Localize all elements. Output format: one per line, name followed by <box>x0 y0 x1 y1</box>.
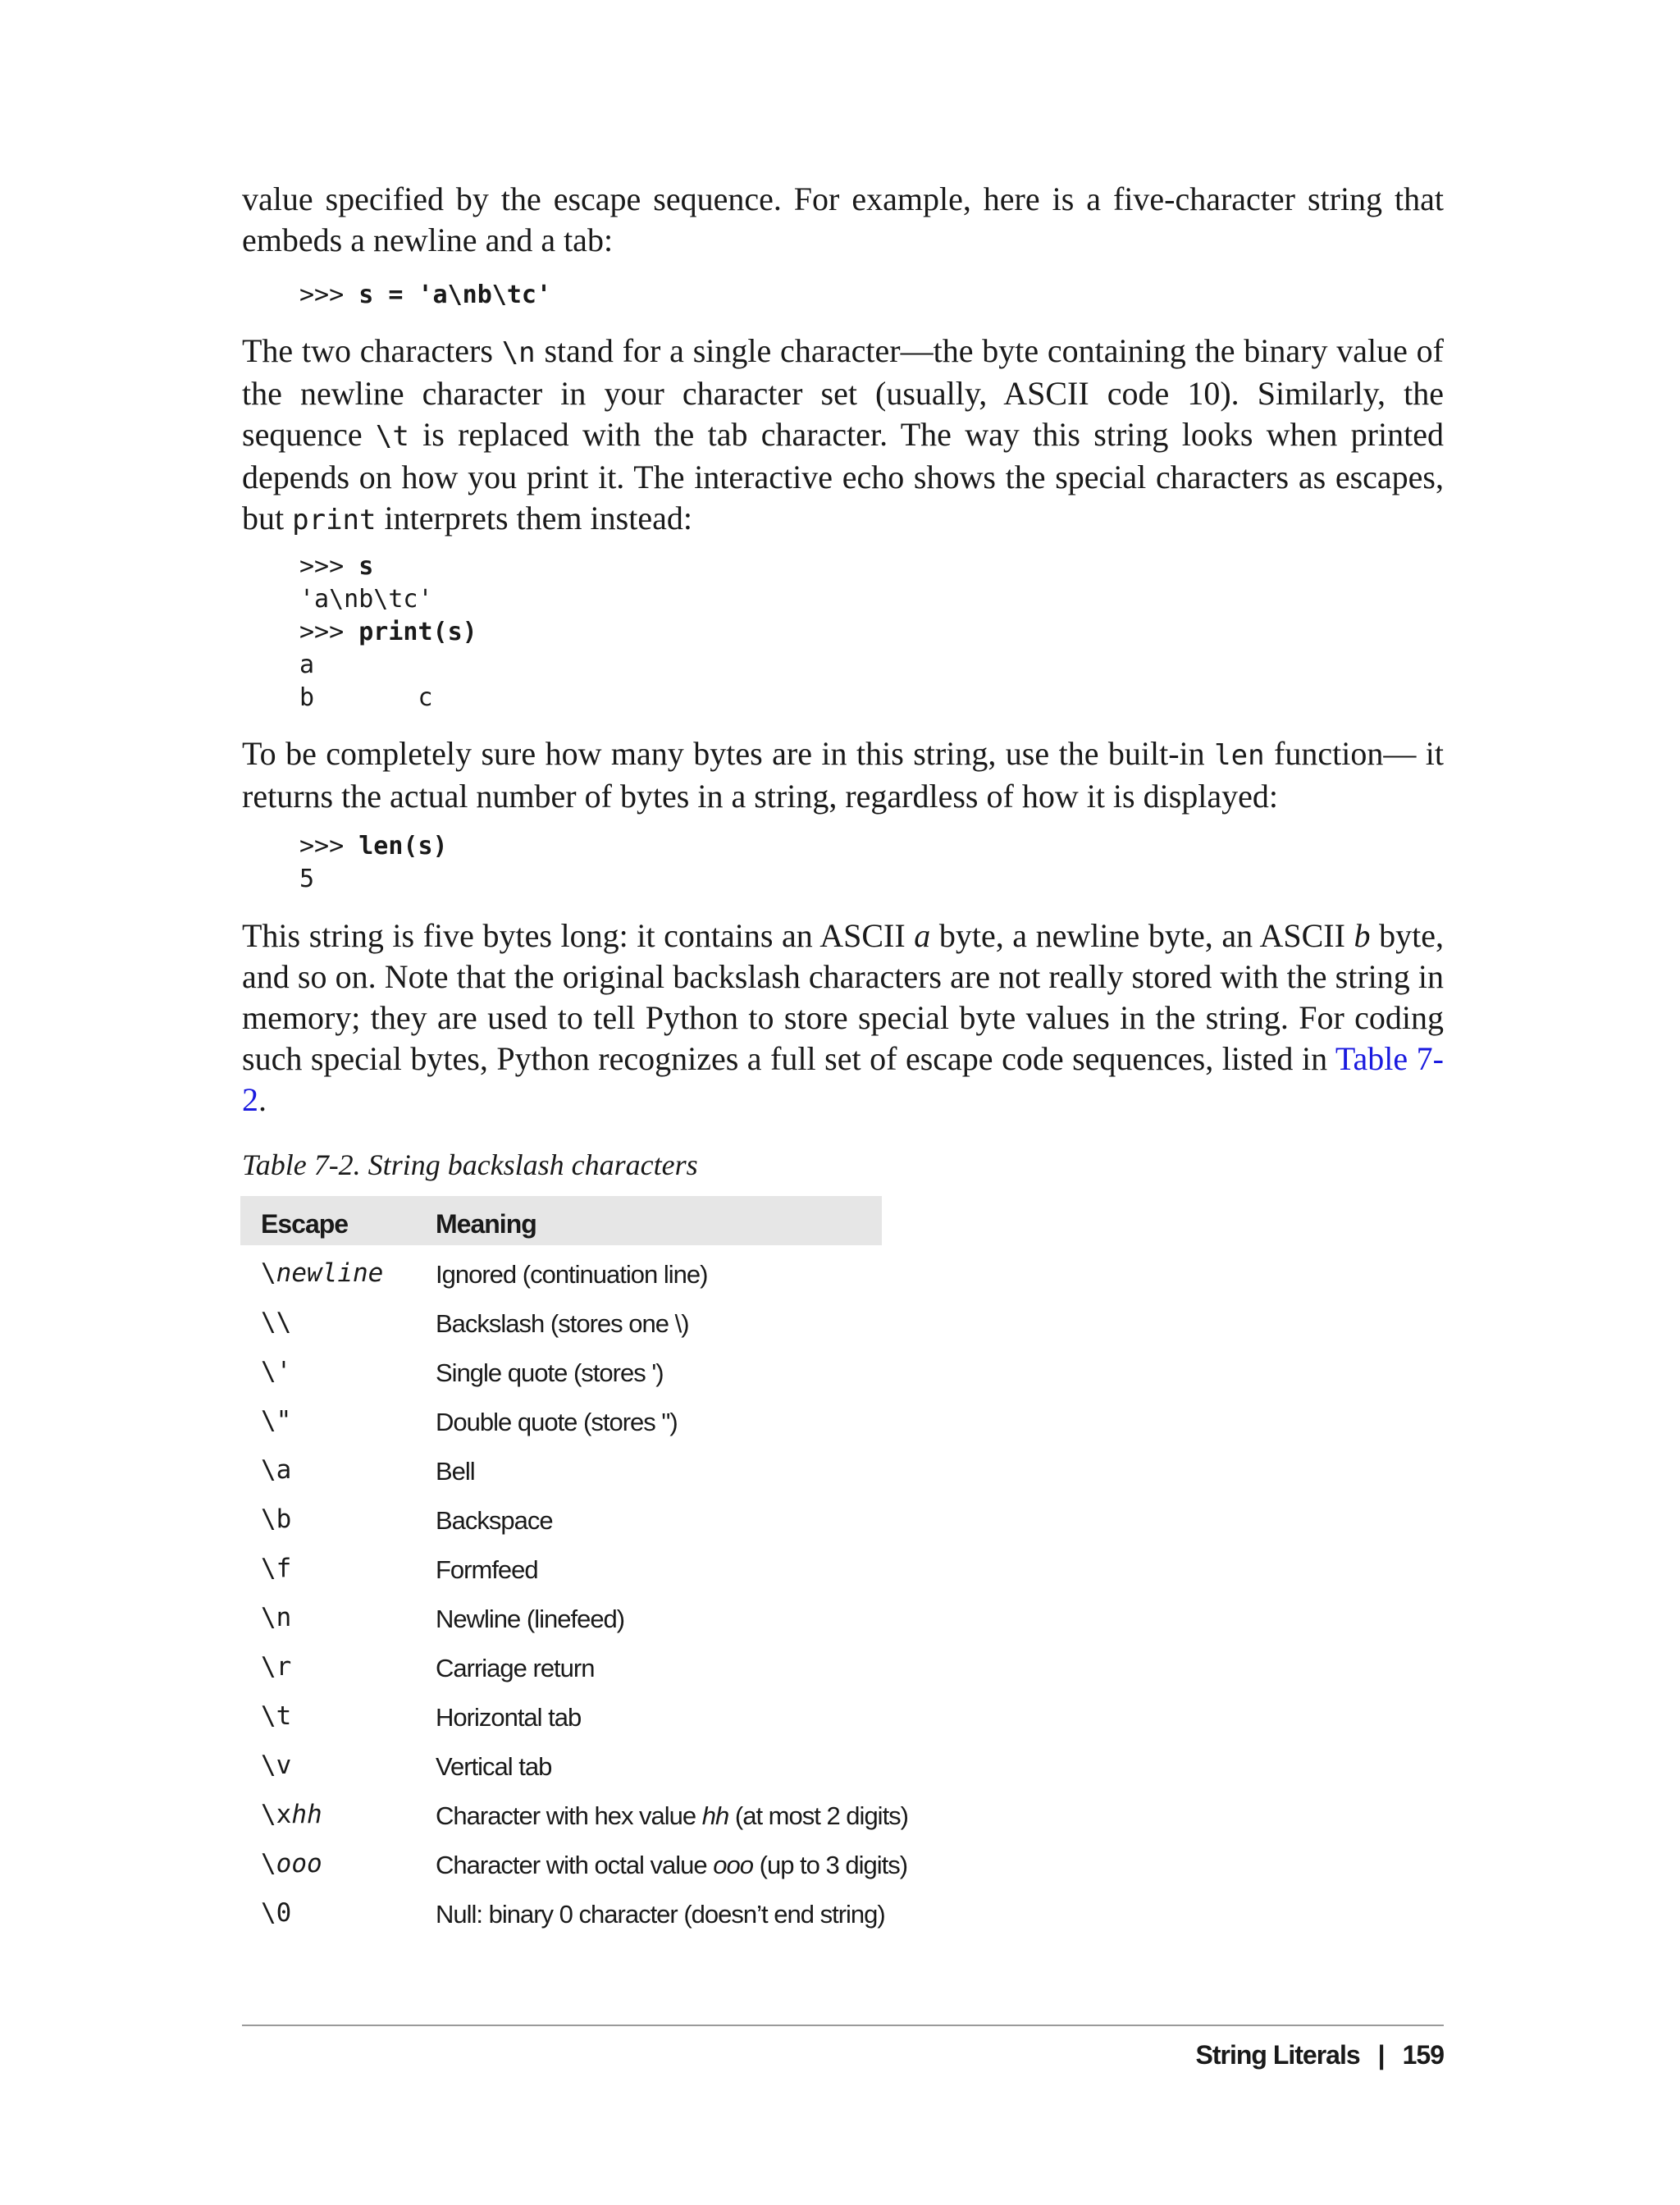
italic-text: b <box>1354 917 1371 954</box>
inline-code: \t <box>375 420 409 453</box>
table-cell-meaning: Double quote (stores ") <box>436 1408 678 1436</box>
code-block-assign <box>299 279 551 312</box>
table-cell-meaning: Single quote (stores ') <box>436 1358 664 1387</box>
footer-separator: | <box>1377 2040 1385 2070</box>
paragraph-text: The two characters <box>242 332 502 369</box>
paragraph-text: . <box>258 1081 267 1118</box>
footer-divider <box>242 2025 1444 2026</box>
table-cell-meaning: Formfeed <box>436 1555 538 1584</box>
table-header-escape: Escape <box>261 1209 349 1239</box>
table-cell-escape: \' <box>261 1357 292 1386</box>
code-input: print(s) <box>358 618 477 646</box>
paragraph-text: interprets them instead: <box>376 500 692 536</box>
footer-section-title: String Literals <box>1195 2040 1360 2070</box>
code-output: 'a\nb\tc' <box>299 585 433 614</box>
code-prompt: >>> <box>299 281 359 309</box>
table-cell-escape: \b <box>261 1504 292 1534</box>
code-prompt: >>> <box>299 832 359 861</box>
table-cell-meaning: Bell <box>436 1457 475 1486</box>
table-cell-escape: \a <box>261 1455 292 1485</box>
table-cell-escape: \xhh <box>261 1800 322 1829</box>
code-input: len(s) <box>358 832 448 861</box>
table-cell-meaning: Backslash (stores one \) <box>436 1309 689 1338</box>
paragraph-text: This string is five bytes long: it contains an ASCII <box>242 917 915 954</box>
table-cell-escape: \newline <box>261 1258 384 1288</box>
paragraph-len <box>242 733 1444 817</box>
table-cell-escape: \0 <box>261 1898 292 1928</box>
table-cell-escape: \r <box>261 1652 292 1682</box>
table-cell-meaning: Horizontal tab <box>436 1703 582 1732</box>
table-cell-escape: \t <box>261 1701 292 1731</box>
table-header-meaning: Meaning <box>436 1209 536 1239</box>
table-cell-escape: \v <box>261 1751 292 1780</box>
table-cell-escape: \" <box>261 1406 292 1436</box>
table-reference-link[interactable]: Table 7-2 <box>242 1040 1444 1118</box>
paragraph-intro <box>242 179 1444 261</box>
code-block-len <box>299 830 448 896</box>
table-cell-escape: \n <box>261 1603 292 1632</box>
paragraph-text: byte, and so on. Note that the original backslash characters are not really stored with the string in memory; they are used to tell Python to store special byte values in the string. For coding such special bytes, Python recognizes a full set of escape code sequences, listed in <box>242 917 1445 1077</box>
paragraph-bytes <box>242 915 1444 1121</box>
table-cell-meaning: Null: binary 0 character (doesn’t end string) <box>436 1900 885 1929</box>
table-cell-escape: \\ <box>261 1308 292 1337</box>
table-cell-meaning: Character with hex value hh (at most 2 digits) <box>436 1801 909 1830</box>
code-output: b c <box>299 683 433 712</box>
table-cell-meaning: Character with octal value ooo (up to 3 digits) <box>436 1851 908 1879</box>
code-prompt: >>> <box>299 552 359 581</box>
paragraph-escapes <box>242 331 1444 541</box>
inline-code: len <box>1214 739 1265 772</box>
code-prompt: >>> <box>299 618 359 646</box>
table-caption: Table 7-2. String backslash characters <box>242 1148 698 1181</box>
paragraph-text: stand for a single character—the byte containing the binary value of the newline character in your character set (usually, ASCII code 10). Similarly, the sequence <box>242 332 1444 453</box>
paragraph-text: is replaced with the tab character. The way this string looks when printed depends on how you print it. The interactive echo shows the special characters as escapes, but <box>242 416 1444 536</box>
code-output: a <box>299 651 315 679</box>
inline-code: \n <box>501 336 536 369</box>
page-footer <box>1196 2040 1445 2070</box>
table-cell-escape: \ooo <box>261 1849 322 1879</box>
paragraph-text: byte, a newline byte, an ASCII <box>930 917 1354 954</box>
page-number: 159 <box>1402 2040 1444 2070</box>
code-output: 5 <box>299 865 315 893</box>
code-input: s <box>358 552 374 581</box>
paragraph-text: value specified by the escape sequence. For example, here is a five-character string that embeds a newline and a tab: <box>242 180 1444 258</box>
table-cell-meaning: Carriage return <box>436 1654 595 1682</box>
table-cell-meaning: Newline (linefeed) <box>436 1605 625 1633</box>
table-cell-meaning: Backspace <box>436 1506 553 1535</box>
table-cell-meaning: Vertical tab <box>436 1752 552 1781</box>
paragraph-text: To be completely sure how many bytes are in this string, use the built-in <box>242 735 1215 772</box>
table-cell-escape: \f <box>261 1554 292 1583</box>
code-input: s = 'a\nb\tc' <box>358 281 552 309</box>
code-block-print <box>299 550 477 714</box>
paragraph-text: function— it returns the actual number of bytes in a string, regardless of how it is displayed: <box>242 735 1445 815</box>
table-cell-meaning: Ignored (continuation line) <box>436 1260 708 1289</box>
italic-text: a <box>914 917 931 954</box>
inline-code: print <box>292 504 377 536</box>
